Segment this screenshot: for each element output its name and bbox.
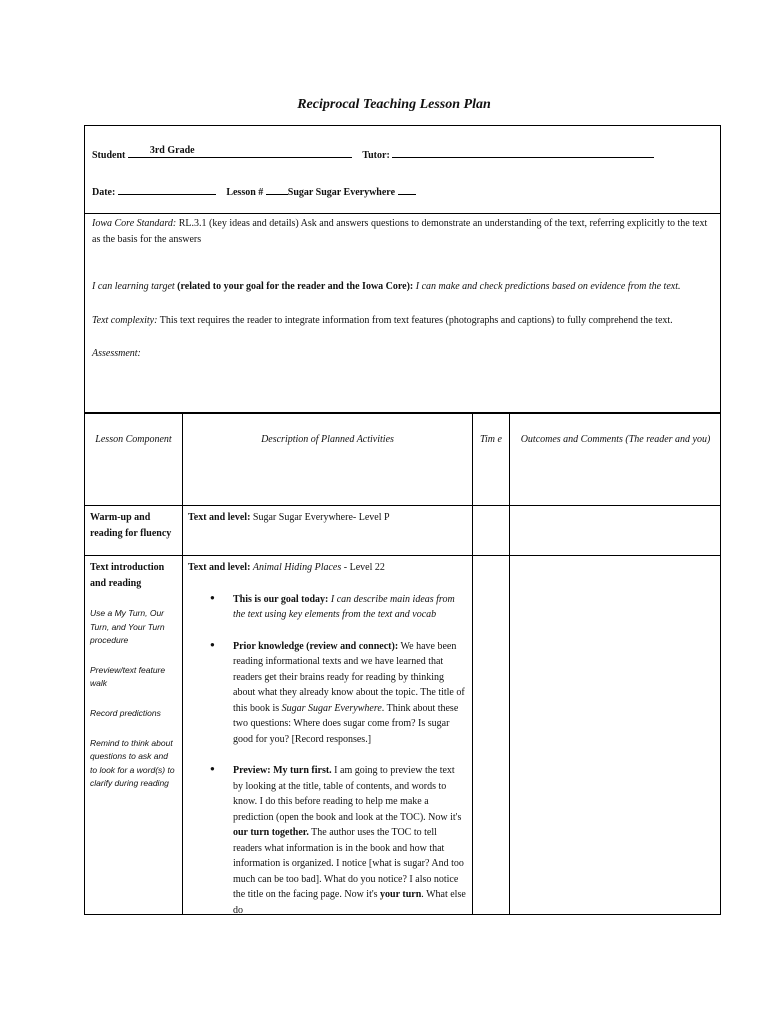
- preview-text-1: I am going to preview the text by looking at the title, table of contents, and words to know. I do this before reading to help me make a prediction (open the book and look at the TOC). Now it's: [233, 765, 462, 823]
- student-field[interactable]: [128, 144, 195, 158]
- date-label: Date:: [92, 187, 116, 198]
- assessment-label: Assessment:: [92, 348, 141, 359]
- table-row: [85, 556, 722, 916]
- warmup-outcomes-cell[interactable]: [510, 506, 722, 556]
- student-field-extension: [174, 146, 352, 158]
- intro-time-cell[interactable]: [473, 556, 510, 916]
- document-title: Reciprocal Teaching Lesson Plan: [297, 97, 491, 112]
- side-note-predictions: Record predictions: [90, 707, 161, 718]
- learning-target-text: I can make and check predictions based on evidence from the text.: [415, 281, 681, 292]
- table-header-row: [85, 414, 722, 506]
- prior-knowledge-label: Prior knowledge (review and connect):: [233, 640, 399, 652]
- intro-text-level-rest: - Level 22: [343, 562, 385, 573]
- intro-outcomes-cell[interactable]: [510, 556, 722, 916]
- preview-bold-2: your turn: [380, 889, 422, 900]
- tutor-label: Tutor:: [362, 150, 390, 161]
- lesson-value: Sugar Sugar Everywhere: [287, 187, 396, 198]
- header-outcomes: Outcomes and Comments (The reader and you): [510, 414, 722, 506]
- iowa-core-label: Iowa Core Standard:: [92, 218, 177, 229]
- warmup-component-cell: Warm-up and reading for fluency: [85, 506, 183, 556]
- prior-knowledge-text-2: . Think about these two questions: Where does sugar come from? Is sugar good for you? [Record responses.]: [233, 702, 459, 745]
- activities-table: [84, 413, 721, 915]
- iowa-core-text: RL.3.1 (key ideas and details) Ask and answers questions to demonstrate an understanding of the text, referring explicitly to the text as the basis for the answers: [92, 218, 708, 245]
- learning-target-label: I can learning target: [92, 281, 175, 292]
- text-complexity-paragraph: [92, 313, 713, 329]
- table-row: [85, 506, 722, 556]
- list-item: [188, 592, 467, 623]
- list-item: [188, 763, 467, 915]
- student-tutor-row: [92, 146, 713, 164]
- warmup-time-cell[interactable]: [473, 506, 510, 556]
- preview-text-3: . What else do: [233, 889, 466, 915]
- preview-label: Preview: My turn first.: [233, 765, 332, 776]
- activity-list: [188, 592, 467, 916]
- date-field[interactable]: [118, 183, 216, 195]
- lesson-label: Lesson #: [226, 187, 264, 198]
- assessment-paragraph: [92, 346, 713, 362]
- learning-target-paragraph: [92, 279, 713, 295]
- intro-description-cell: [183, 556, 473, 916]
- date-lesson-row: [92, 183, 713, 201]
- warmup-text-level-label: Text and level:: [188, 512, 251, 523]
- intro-text-level: [188, 560, 467, 576]
- header-description: Description of Planned Activities: [183, 414, 473, 506]
- intro-component-label: Text introduction and reading: [90, 562, 165, 589]
- goal-label: This is our goal today:: [233, 593, 329, 605]
- preview-text-2: The author uses the TOC to tell readers what information is in the book and how that information is organized. I notice [what is sugar? And too much can be too bad]. What do you notice? I also notice the title on the facing page. Now it's: [233, 827, 464, 900]
- iowa-core-paragraph: [92, 216, 713, 247]
- lesson-plan-form: [84, 125, 721, 915]
- student-label: Student: [92, 150, 126, 161]
- header-section: [85, 126, 720, 214]
- list-item: [188, 639, 467, 748]
- intro-component-cell: [85, 556, 183, 916]
- side-note-procedure: Use a My Turn, Our Turn, and Your Turn procedure: [90, 608, 165, 646]
- text-complexity-label: Text complexity:: [92, 314, 158, 326]
- preview-bold-1: our turn together.: [233, 827, 309, 838]
- lesson-field-end: [398, 183, 416, 195]
- warmup-text-level-value: Sugar Sugar Everywhere- Level P: [252, 512, 390, 523]
- warmup-description-cell: [183, 506, 473, 556]
- student-value: 3rd Grade: [149, 144, 195, 156]
- tutor-field[interactable]: [392, 146, 654, 158]
- lesson-number-field[interactable]: [266, 183, 288, 195]
- standards-section: [85, 214, 720, 413]
- header-time: Tim e: [473, 414, 510, 506]
- prior-knowledge-title: Sugar Sugar Everywhere: [281, 702, 382, 714]
- prior-knowledge-text-1: We have been reading informational texts and we have learned that readers get their brains ready for reading by thinking about what they already know about the topic. The title of this book is: [233, 640, 465, 714]
- goal-text: I can describe main ideas from the text using key elements from the text and vocab: [233, 593, 455, 620]
- intro-text-level-title: Animal Hiding Places: [252, 562, 342, 573]
- text-complexity-text: This text requires the reader to integrate information from text features (photographs and captions) to fully comprehend the text.: [159, 314, 673, 326]
- side-note-preview: Preview/text feature walk: [90, 664, 166, 689]
- learning-target-bold: (related to your goal for the reader and the Iowa Core):: [177, 281, 414, 292]
- header-lesson-component: Lesson Component: [85, 414, 183, 506]
- side-note-remind: Remind to think about questions to ask and to look for a word(s) to clarify during reading: [90, 737, 175, 789]
- intro-text-level-label: Text and level:: [188, 562, 251, 573]
